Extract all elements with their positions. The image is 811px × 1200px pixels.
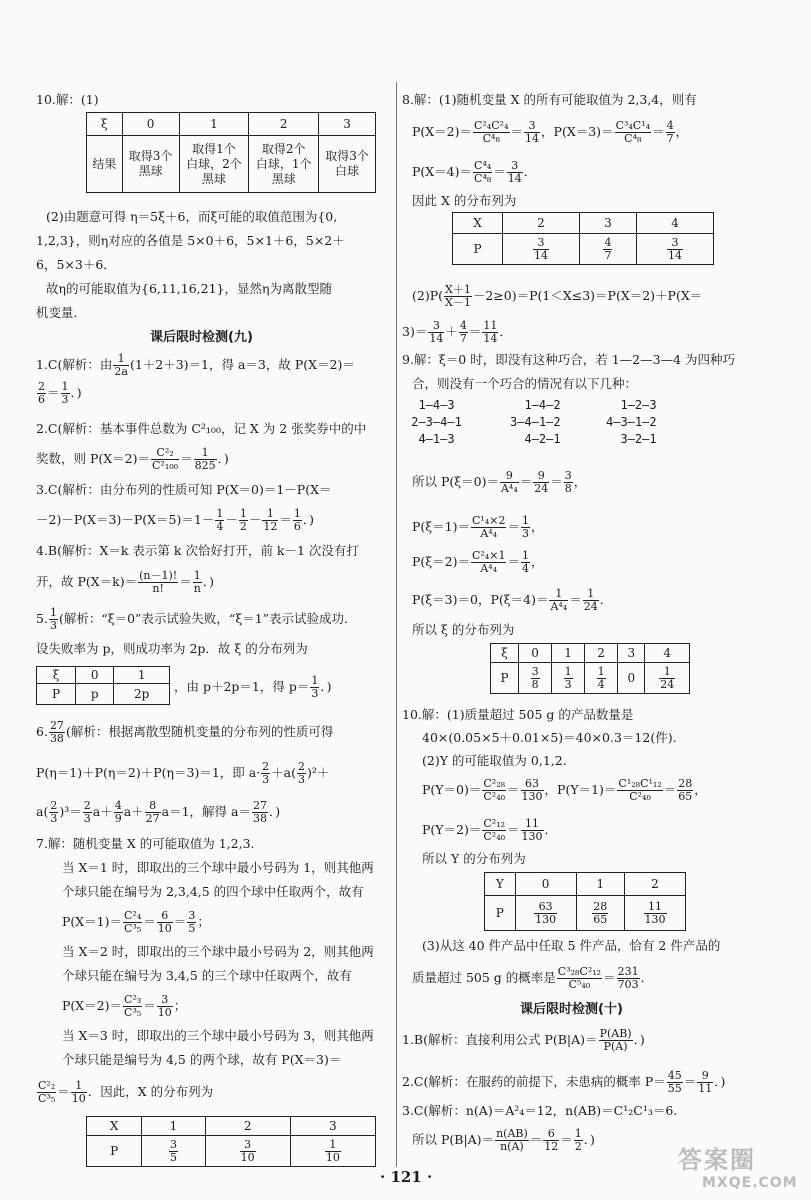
fraction: $\frac{1}{3}$ <box>61 380 69 406</box>
q8-line: P(X＝4)＝ $\frac{\text{C⁴₄}}{\text{C⁴₈}}$ ＝ $\frac{3}{14}$ ． <box>412 159 537 185</box>
q9-line: P(ξ＝2)＝ $\frac{\text{C²₄×1}}{\text{A⁴₄}}$ ＝ $\frac{1}{4}$ ， <box>412 549 544 575</box>
q9-tree: 1—2—3 4—3—1—2 3—2—1 <box>606 398 657 446</box>
fraction: $\frac{3}{8}$ <box>531 664 539 691</box>
q9-line: 所以 ξ 的分布列为 <box>412 622 515 637</box>
table-cell: 结果 <box>87 136 123 193</box>
table-cell: 取得3个 黑球 <box>122 136 179 193</box>
table-cell <box>552 663 585 694</box>
table-cell <box>515 896 576 931</box>
fraction: $\frac{3}{14}$ <box>534 235 548 262</box>
table-row <box>485 896 686 931</box>
table-row <box>87 136 376 193</box>
table-cell: 1 <box>552 644 585 663</box>
table-row <box>87 113 376 136</box>
q10-heading: 10.解：(1) <box>36 92 99 107</box>
q9-distribution-table <box>490 643 690 694</box>
answer-2-cont: 奖数，则 P(X＝2)＝ $\frac{\text{C²₂}}{\text{C²₁₀₀}}$ ＝ $\frac{1}{825}$ ．) <box>36 446 229 472</box>
fraction: $\frac{1}{2a}$ <box>114 352 128 378</box>
q8-line: 8.解：(1)随机变量 X 的所有可能取值为 2,3,4，则有 <box>402 92 697 107</box>
q10r-line: 40×(0.05×5＋0.01×5)＝40×0.3＝12(件). <box>422 730 677 745</box>
q10-y-distribution-table <box>484 872 686 931</box>
fraction: $\frac{1}{3}$ <box>564 664 572 691</box>
table-row <box>485 873 686 896</box>
table-cell: 0 <box>618 663 645 694</box>
answer-6-cont: P(η＝1)＋P(η＝2)＋P(η＝3)＝1，即 a· $\frac{2}{3}$ ＋a( $\frac{2}{3}$ )²＋ <box>36 760 330 786</box>
table-row <box>491 644 690 663</box>
q7-line: 当 X＝2 时，即取出的三个球中最小号码为 2，则其他两 <box>62 944 374 959</box>
fraction: $\frac{1}{24}$ <box>660 664 675 691</box>
table-cell: P <box>87 1136 142 1167</box>
fraction: $\frac{3}{5}$ <box>169 1137 177 1164</box>
table-cell: 2 <box>585 644 618 663</box>
q10r-line: (2)Y 的可能取值为 0,1,2. <box>422 753 567 768</box>
table-cell <box>290 1136 375 1167</box>
table-cell: 0 <box>76 667 114 684</box>
answer-6: 6. $\frac{27}{38}$ (解析：根据离散型随机变量的分布列的性质可得 <box>36 719 334 745</box>
table-cell: 1 <box>114 667 170 684</box>
fraction: $\frac{1}{10}$ <box>325 1137 340 1164</box>
q9-line: 所以 P(ξ＝0)＝ $\frac{9}{\text{A⁴₄}}$ ＝ $\frac{9}{24}$ ＝ $\frac{3}{8}$ ， <box>412 469 587 495</box>
table-cell <box>625 896 686 931</box>
q10r-part3: (3)从这 40 件产品中任取 5 件产品，恰有 2 件产品的 <box>422 938 721 953</box>
q7-line: 当 X＝1 时，即取出的三个球中最小号码为 1，则其他两 <box>62 860 374 875</box>
answer-1-cont: $\frac{2}{6}$ ＝ $\frac{1}{3}$ ．) <box>38 380 82 406</box>
fraction: $\frac{3}{10}$ <box>240 1137 255 1164</box>
q7-line: P(X＝1)＝ $\frac{\text{C²₄}}{\text{C³₅}}$ ＝ $\frac{6}{10}$ ＝ $\frac{3}{5}$ ； <box>62 909 210 935</box>
table-cell: X <box>453 213 503 234</box>
table-cell: 2p <box>114 684 170 705</box>
table-cell <box>637 234 714 265</box>
table-cell: 2 <box>625 873 686 896</box>
table-cell: Y <box>485 873 516 896</box>
q9-line: P(ξ＝1)＝ $\frac{\text{C¹₄×2}}{\text{A⁴₄}}$ ＝ $\frac{1}{3}$ ， <box>412 514 544 540</box>
table-cell <box>585 663 618 694</box>
table-row <box>37 667 170 684</box>
q10r-line: 10.解：(1)质量超过 505 g 的产品数量是 <box>402 707 634 722</box>
q9-tree: 1—4—3 2—3—4—1 4—1—3 <box>411 398 462 446</box>
q8-part2: (2)P( $\frac{X+1}{X-1}$ －2≥0)＝P(1＜X≤3)＝P(X＝2)＋P(X＝ <box>412 283 703 309</box>
q7-line: $\frac{\text{C²₂}}{\text{C³₅}}$ ＝ $\frac{1}{10}$ ．因此，X 的分布列为 <box>38 1079 214 1105</box>
answer-4: 4.B(解析：X＝k 表示第 k 次恰好打开，前 k－1 次没有打 <box>36 543 359 558</box>
q9-line: 合，则没有一个巧合的情况有以下几种： <box>412 376 638 391</box>
table-row <box>491 663 690 694</box>
q10-text-line: (2)由题意可得 η＝5ξ＋6，而ξ可能的取值范围为{0, <box>46 209 338 224</box>
answer-b3: 3.C(解析：n(A)＝A²₄＝12，n(AB)＝C¹₂C¹₃＝6. <box>402 1103 678 1118</box>
q7-line: 7.解：随机变量 X 的可能取值为 1,2,3. <box>36 836 255 851</box>
table-cell: p <box>76 684 114 705</box>
table-cell: 2 <box>503 213 580 234</box>
q8-line: 因此 X 的分布列为 <box>412 193 517 208</box>
table-cell <box>519 663 552 694</box>
table-cell: 3 <box>290 1117 375 1136</box>
q10-text-line: 1,2,3}，则η对应的各值是 5×0＋6，5×1＋6，5×2＋ <box>36 233 345 248</box>
answer-5-cont: 设失败率为 p，则成功率为 2p．故 ξ 的分布列为 <box>36 641 308 656</box>
q10-text-line: 6，5×3＋6． <box>36 257 116 272</box>
fraction: $\frac{28}{65}$ <box>593 899 608 926</box>
answer-5-table <box>36 666 170 705</box>
q8-distribution-table <box>452 212 714 265</box>
section-heading-9: 课后限时检测(九) <box>150 330 253 345</box>
table-cell <box>205 1136 290 1167</box>
table-cell: 1 <box>142 1117 205 1136</box>
table-cell: 0 <box>122 113 179 136</box>
answer-5-end: ，由 p＋2p＝1，得 p＝ $\frac{1}{3}$ ．) <box>174 674 332 700</box>
column-divider <box>396 82 397 1167</box>
section-heading-10: 课后限时检测(十) <box>520 1002 623 1017</box>
table-cell: 取得3个 白球 <box>319 136 376 193</box>
table-cell <box>576 896 624 931</box>
q7-line: 个球只能在编号为 3,4,5 的三个球中任取两个，故有 <box>62 968 352 983</box>
watermark-top: 答案圈 <box>678 1146 756 1174</box>
watermark-bottom: MXQE.COM <box>702 1175 798 1191</box>
q10-text-line: 故η的可能取值为{6,11,16,21}，显然η为离散型随 <box>46 281 332 296</box>
q10-text-line: 机变量． <box>36 305 87 320</box>
table-cell: P <box>491 663 519 694</box>
table-cell: P <box>453 234 503 265</box>
answer-4-cont: 开，故 P(X＝k)＝ $\frac{(n-1)!}{n!}$ ＝ $\frac{1}{n}$ ．) <box>36 569 214 595</box>
table-cell <box>503 234 580 265</box>
table-row <box>453 234 714 265</box>
answer-3: 3.C(解析：由分布列的性质可知 P(X＝0)＝1－P(X＝ <box>36 482 332 497</box>
q9-tree: 1—4—2 3—4—1—2 4—2—1 <box>510 398 561 446</box>
answer-1: 1.C(解析：由 $\frac{1}{2a}$ (1＋2＋3)＝1，得 a＝3，故 P(X＝2)＝ <box>36 352 355 378</box>
answer-b3-cont: 所以 P(B|A)＝ $\frac{n(AB)}{n(A)}$ ＝ $\frac{6}{12}$ ＝ $\frac{1}{2}$ ．) <box>412 1127 595 1153</box>
answer-b2: 2.C(解析：在服药的前提下，未患病的概率 P＝ $\frac{45}{55}$ ＝ $\frac{9}{11}$ ．) <box>402 1069 726 1095</box>
table-cell: P <box>37 684 76 705</box>
table-cell: 2 <box>205 1117 290 1136</box>
fraction: $\frac{1}{4}$ <box>597 664 605 691</box>
answer-b1: 1.B(解析：直接利用公式 P(B|A)＝ $\frac{P(AB)}{P(A)}$ ．) <box>402 1027 645 1053</box>
answer-5: 5. $\frac{1}{3}$ (解析：“ξ＝0”表示试验失败，“ξ＝1”表示试验成功． <box>36 606 357 632</box>
table-cell: 取得1个 白球，2个 黑球 <box>179 136 249 193</box>
table-row <box>87 1117 376 1136</box>
table-cell <box>645 663 690 694</box>
table-cell: 3 <box>319 113 376 136</box>
table-cell: ξ <box>87 113 123 136</box>
table-cell <box>142 1136 205 1167</box>
q8-part2-cont: 3)＝ $\frac{3}{14}$ ＋ $\frac{4}{7}$ ＝ $\frac{11}{14}$ ． <box>402 319 512 345</box>
fraction: $\frac{11}{130}$ <box>644 899 666 926</box>
table-cell: X <box>87 1117 142 1136</box>
table-cell: 0 <box>515 873 576 896</box>
table-cell: 1 <box>576 873 624 896</box>
fraction: $\frac{4}{7}$ <box>604 235 612 262</box>
q9-line: P(ξ＝3)＝0，P(ξ＝4)＝ $\frac{1}{\text{A⁴₄}}$ ＝ $\frac{1}{24}$ ． <box>412 587 613 613</box>
q10r-line: 所以 Y 的分布列为 <box>422 851 526 866</box>
table-cell: 4 <box>637 213 714 234</box>
answer-3-cont: －2)－P(X＝3)－P(X＝5)＝1－ $\frac{1}{4}$ － $\frac{1}{2}$ － $\frac{1}{12}$ ＝ $\frac{1}{6}$ ．) <box>36 507 315 533</box>
q10-distribution-table <box>86 112 376 193</box>
q8-line: P(X＝2)＝ $\frac{\text{C²₄C²₄}}{\text{C⁴₈}}$ ＝ $\frac{3}{14}$ ，P(X＝3)＝ $\frac{\text{C³₄C¹₄}}{\text{C⁴₈}}$ ＝ $\frac{4}{7}$ ， <box>412 119 689 145</box>
table-cell: ξ <box>491 644 519 663</box>
table-cell: 3 <box>618 644 645 663</box>
table-cell <box>579 234 636 265</box>
table-cell: 4 <box>645 644 690 663</box>
q10r-line: P(Y＝2)＝ $\frac{\text{C²₁₂}}{\text{C²₄₀}}$ ＝ $\frac{11}{130}$ ． <box>422 817 558 843</box>
fraction: $\frac{63}{130}$ <box>535 899 557 926</box>
answer-6-cont2: a( $\frac{2}{3}$ )³＝ $\frac{2}{3}$ a＋ $\frac{4}{9}$ a＋ $\frac{8}{27}$ a＝1，解得 a＝ $\frac{27}{38}$ ．) <box>36 799 281 825</box>
table-cell: 2 <box>249 113 319 136</box>
table-cell: 取得2个 白球，1个 黑球 <box>249 136 319 193</box>
table-cell: P <box>485 896 516 931</box>
fraction: $\frac{2}{6}$ <box>38 380 45 406</box>
q10r-part3: 质量超过 505 g 的概率是 $\frac{\text{C³₂₈C²₁₂}}{\text{C⁵₄₀}}$ ＝ $\frac{231}{703}$ ． <box>412 965 654 991</box>
watermark-logo <box>678 1140 798 1191</box>
q7-line: 当 X＝3 时，即取出的三个球中最小号码为 3，则其他两 <box>62 1028 374 1043</box>
q7-line: 个球只能是编号为 4,5 的两个球，故有 P(X＝3)＝ <box>62 1052 342 1067</box>
table-cell: 3 <box>579 213 636 234</box>
table-cell: 1 <box>179 113 249 136</box>
q10r-line: P(Y＝0)＝ $\frac{\text{C²₂₈}}{\text{C²₄₀}}$ ＝ $\frac{63}{130}$ ，P(Y＝1)＝ $\frac{\text{C¹₂₈C¹₁₂}}{\text{C²₄₀}}$ ＝ $\frac{28}{65}$ ， <box>422 777 707 803</box>
q7-line: P(X＝2)＝ $\frac{\text{C²₃}}{\text{C³₅}}$ ＝ $\frac{3}{10}$ ； <box>62 993 187 1019</box>
table-row <box>37 684 170 705</box>
page-number: · 121 · <box>380 1168 433 1186</box>
table-row <box>453 213 714 234</box>
table-row <box>87 1136 376 1167</box>
fraction: $\frac{3}{14}$ <box>668 235 682 262</box>
q9-line: 9.解：ξ＝0 时，即没有这种巧合，若 1—2—3—4 为四种巧 <box>402 352 735 367</box>
q7-line: 个球只能在编号为 2,3,4,5 的四个球中任取两个，故有 <box>62 884 364 899</box>
answer-2: 2.C(解析：基本事件总数为 C²₁₀₀，记 X 为 2 张奖券中的中 <box>36 421 367 436</box>
table-cell: 0 <box>519 644 552 663</box>
table-cell: ξ <box>37 667 76 684</box>
q7-distribution-table <box>86 1116 376 1167</box>
